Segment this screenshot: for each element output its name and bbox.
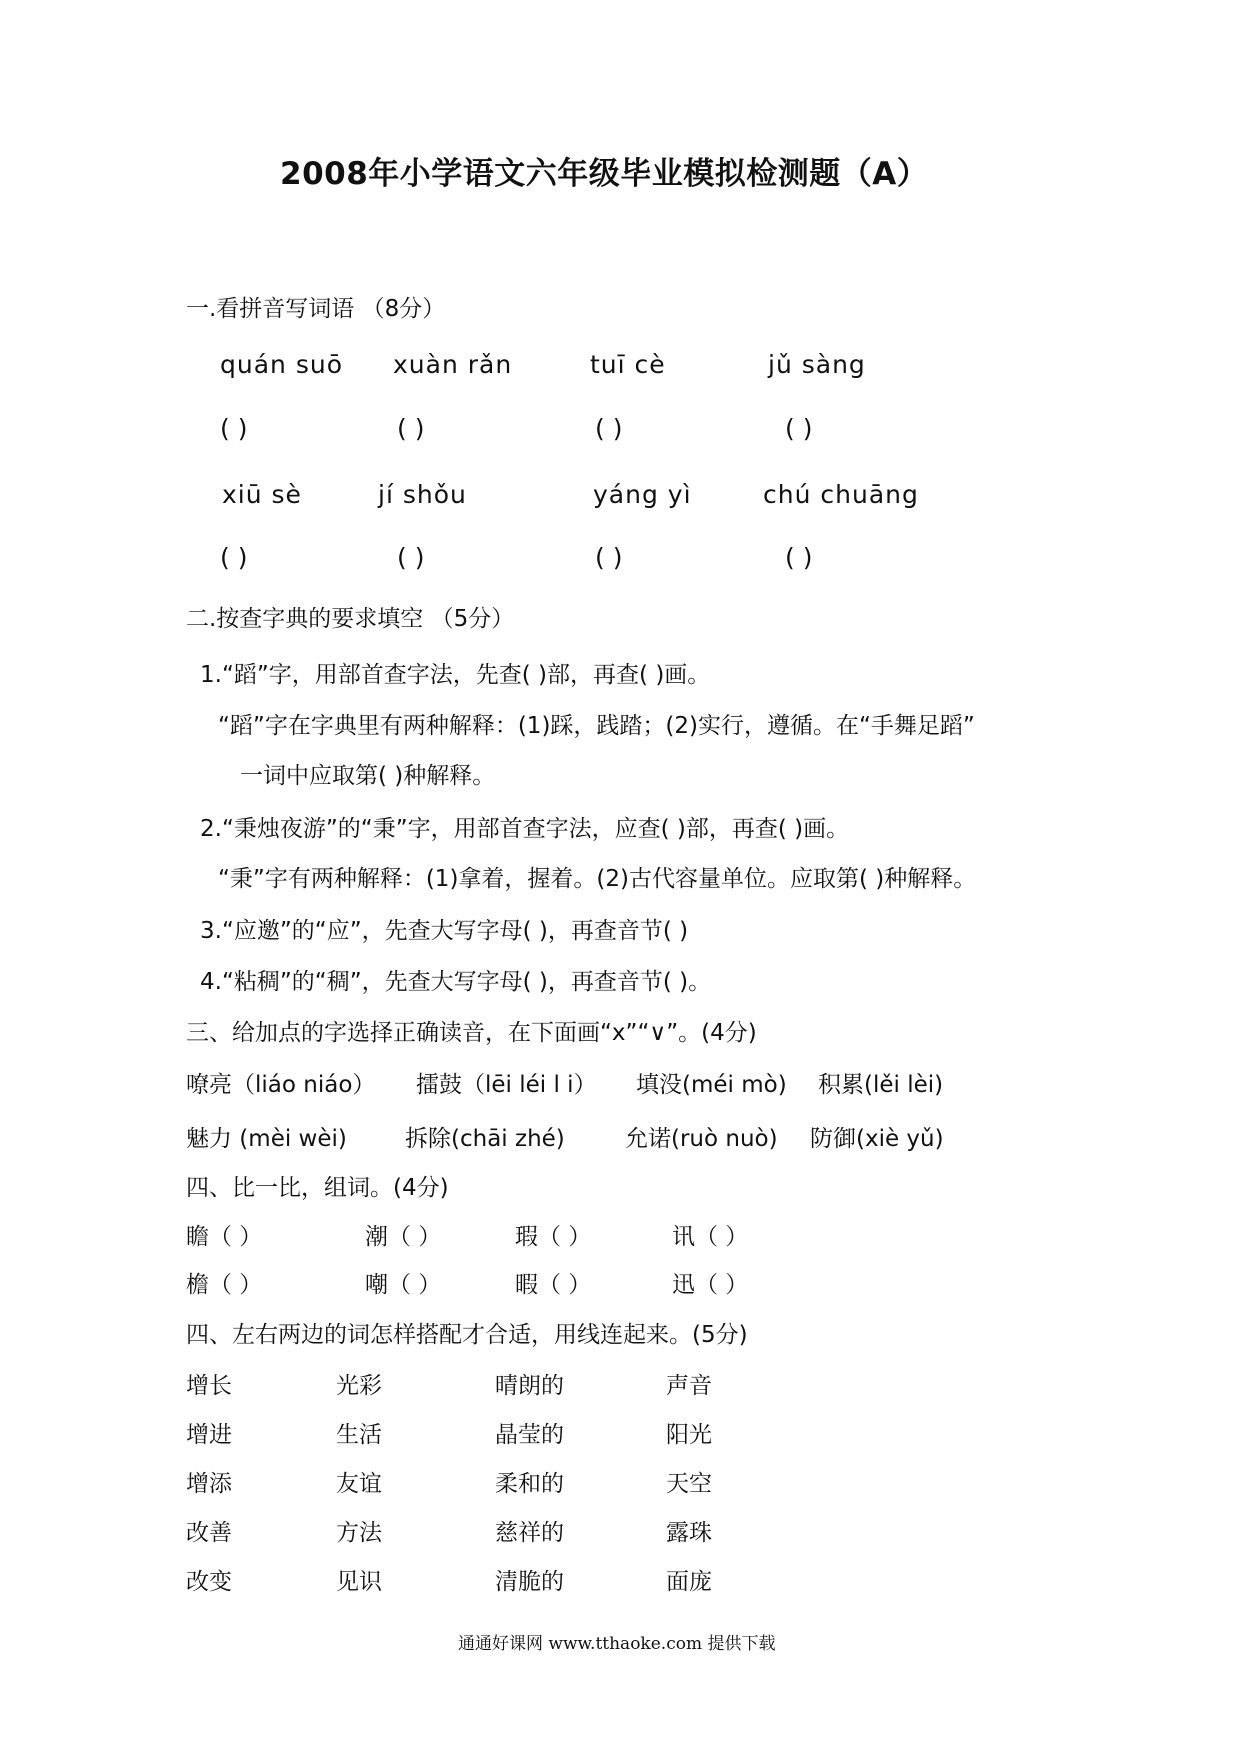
answer-blank[interactable]: ( )	[220, 414, 248, 443]
answer-blank[interactable]: ( )	[397, 414, 425, 443]
question-line: 2.“秉烛夜游”的“秉”字，用部首查字法，应查( )部，再查( )画。	[200, 816, 850, 842]
reading-item: 嘹亮（liáo niáo）	[186, 1072, 376, 1098]
answer-blank[interactable]: ( )	[785, 543, 813, 572]
compare-item: 暇（ ）	[515, 1272, 592, 1298]
match-word[interactable]: 露珠	[666, 1520, 712, 1546]
compare-item: 嘲（ ）	[365, 1272, 442, 1298]
reading-item: 拆除(chāi zhé)	[405, 1126, 565, 1152]
compare-item: 瞻（ ）	[186, 1224, 263, 1250]
question-line: 4.“粘稠”的“稠”，先查大写字母( )，再查音节( )。	[200, 969, 712, 995]
page-title: 2008年小学语文六年级毕业模拟检测题（A）	[280, 156, 929, 192]
match-word[interactable]: 阳光	[666, 1422, 712, 1448]
match-word[interactable]: 见识	[336, 1569, 382, 1595]
match-word[interactable]: 生活	[336, 1422, 382, 1448]
pinyin-item: quán suō	[220, 350, 343, 379]
question-line: “蹈”字在字典里有两种解释：(1)踩，践踏；(2)实行，遵循。在“手舞足蹈”	[218, 713, 975, 739]
match-word[interactable]: 光彩	[336, 1373, 382, 1399]
section-5-heading: 四、左右两边的词怎样搭配才合适，用线连起来。(5分)	[186, 1322, 748, 1348]
match-word[interactable]: 友谊	[336, 1471, 382, 1497]
pinyin-item: xuàn rǎn	[393, 350, 513, 379]
compare-item: 檐（ ）	[186, 1272, 263, 1298]
question-line: 一词中应取第( )种解释。	[240, 763, 496, 789]
match-word[interactable]: 天空	[666, 1471, 712, 1497]
question-line: 1.“蹈”字，用部首查字法，先查( )部，再查( )画。	[200, 662, 711, 688]
reading-item: 填没(méi mò)	[636, 1072, 787, 1098]
match-word[interactable]: 方法	[336, 1520, 382, 1546]
match-word[interactable]: 慈祥的	[495, 1520, 564, 1546]
reading-item: 防御(xiè yǔ)	[810, 1126, 944, 1152]
compare-item: 瑕（ ）	[515, 1224, 592, 1250]
pinyin-item: xiū sè	[222, 480, 302, 509]
match-word[interactable]: 增添	[186, 1471, 232, 1497]
match-word[interactable]: 晶莹的	[495, 1422, 564, 1448]
match-word[interactable]: 增长	[186, 1373, 232, 1399]
pinyin-item: jǔ sàng	[768, 350, 866, 379]
compare-item: 潮（ ）	[365, 1224, 442, 1250]
answer-blank[interactable]: ( )	[220, 543, 248, 572]
reading-item: 允诺(ruò nuò)	[625, 1126, 778, 1152]
match-word[interactable]: 声音	[666, 1373, 712, 1399]
match-word[interactable]: 增进	[186, 1422, 232, 1448]
section-2-heading: 二.按查字典的要求填空 （5分）	[186, 606, 515, 632]
reading-item: 魅力 (mèi wèi)	[186, 1126, 347, 1152]
question-line: “秉”字有两种解释：(1)拿着，握着。(2)古代容量单位。应取第( )种解释。	[218, 866, 977, 892]
match-word[interactable]: 改善	[186, 1520, 232, 1546]
answer-blank[interactable]: ( )	[397, 543, 425, 572]
match-word[interactable]: 改变	[186, 1569, 232, 1595]
match-word[interactable]: 柔和的	[495, 1471, 564, 1497]
section-1-heading: 一.看拼音写词语 （8分）	[186, 296, 446, 322]
match-word[interactable]: 清脆的	[495, 1569, 564, 1595]
answer-blank[interactable]: ( )	[595, 543, 623, 572]
section-4-heading: 四、比一比，组词。(4分)	[186, 1175, 449, 1201]
pinyin-item: jí shǒu	[378, 480, 467, 509]
compare-item: 讯（ ）	[672, 1224, 749, 1250]
match-word[interactable]: 面庞	[666, 1569, 712, 1595]
answer-blank[interactable]: ( )	[785, 414, 813, 443]
pinyin-item: chú chuāng	[763, 480, 919, 509]
footer-credit: 通通好课网 www.tthaoke.com 提供下载	[458, 1634, 776, 1654]
answer-blank[interactable]: ( )	[595, 414, 623, 443]
pinyin-item: yáng yì	[593, 480, 692, 509]
question-line: 3.“应邀”的“应”，先查大写字母( )，再查音节( )	[200, 918, 689, 944]
match-word[interactable]: 晴朗的	[495, 1373, 564, 1399]
reading-item: 擂鼓（lēi léi l i）	[416, 1072, 597, 1098]
reading-item: 积累(lěi lèi)	[818, 1072, 944, 1098]
pinyin-item: tuī cè	[590, 350, 666, 379]
section-3-heading: 三、给加点的字选择正确读音，在下面画“x”“∨”。(4分)	[186, 1020, 757, 1046]
compare-item: 迅（ ）	[672, 1272, 749, 1298]
